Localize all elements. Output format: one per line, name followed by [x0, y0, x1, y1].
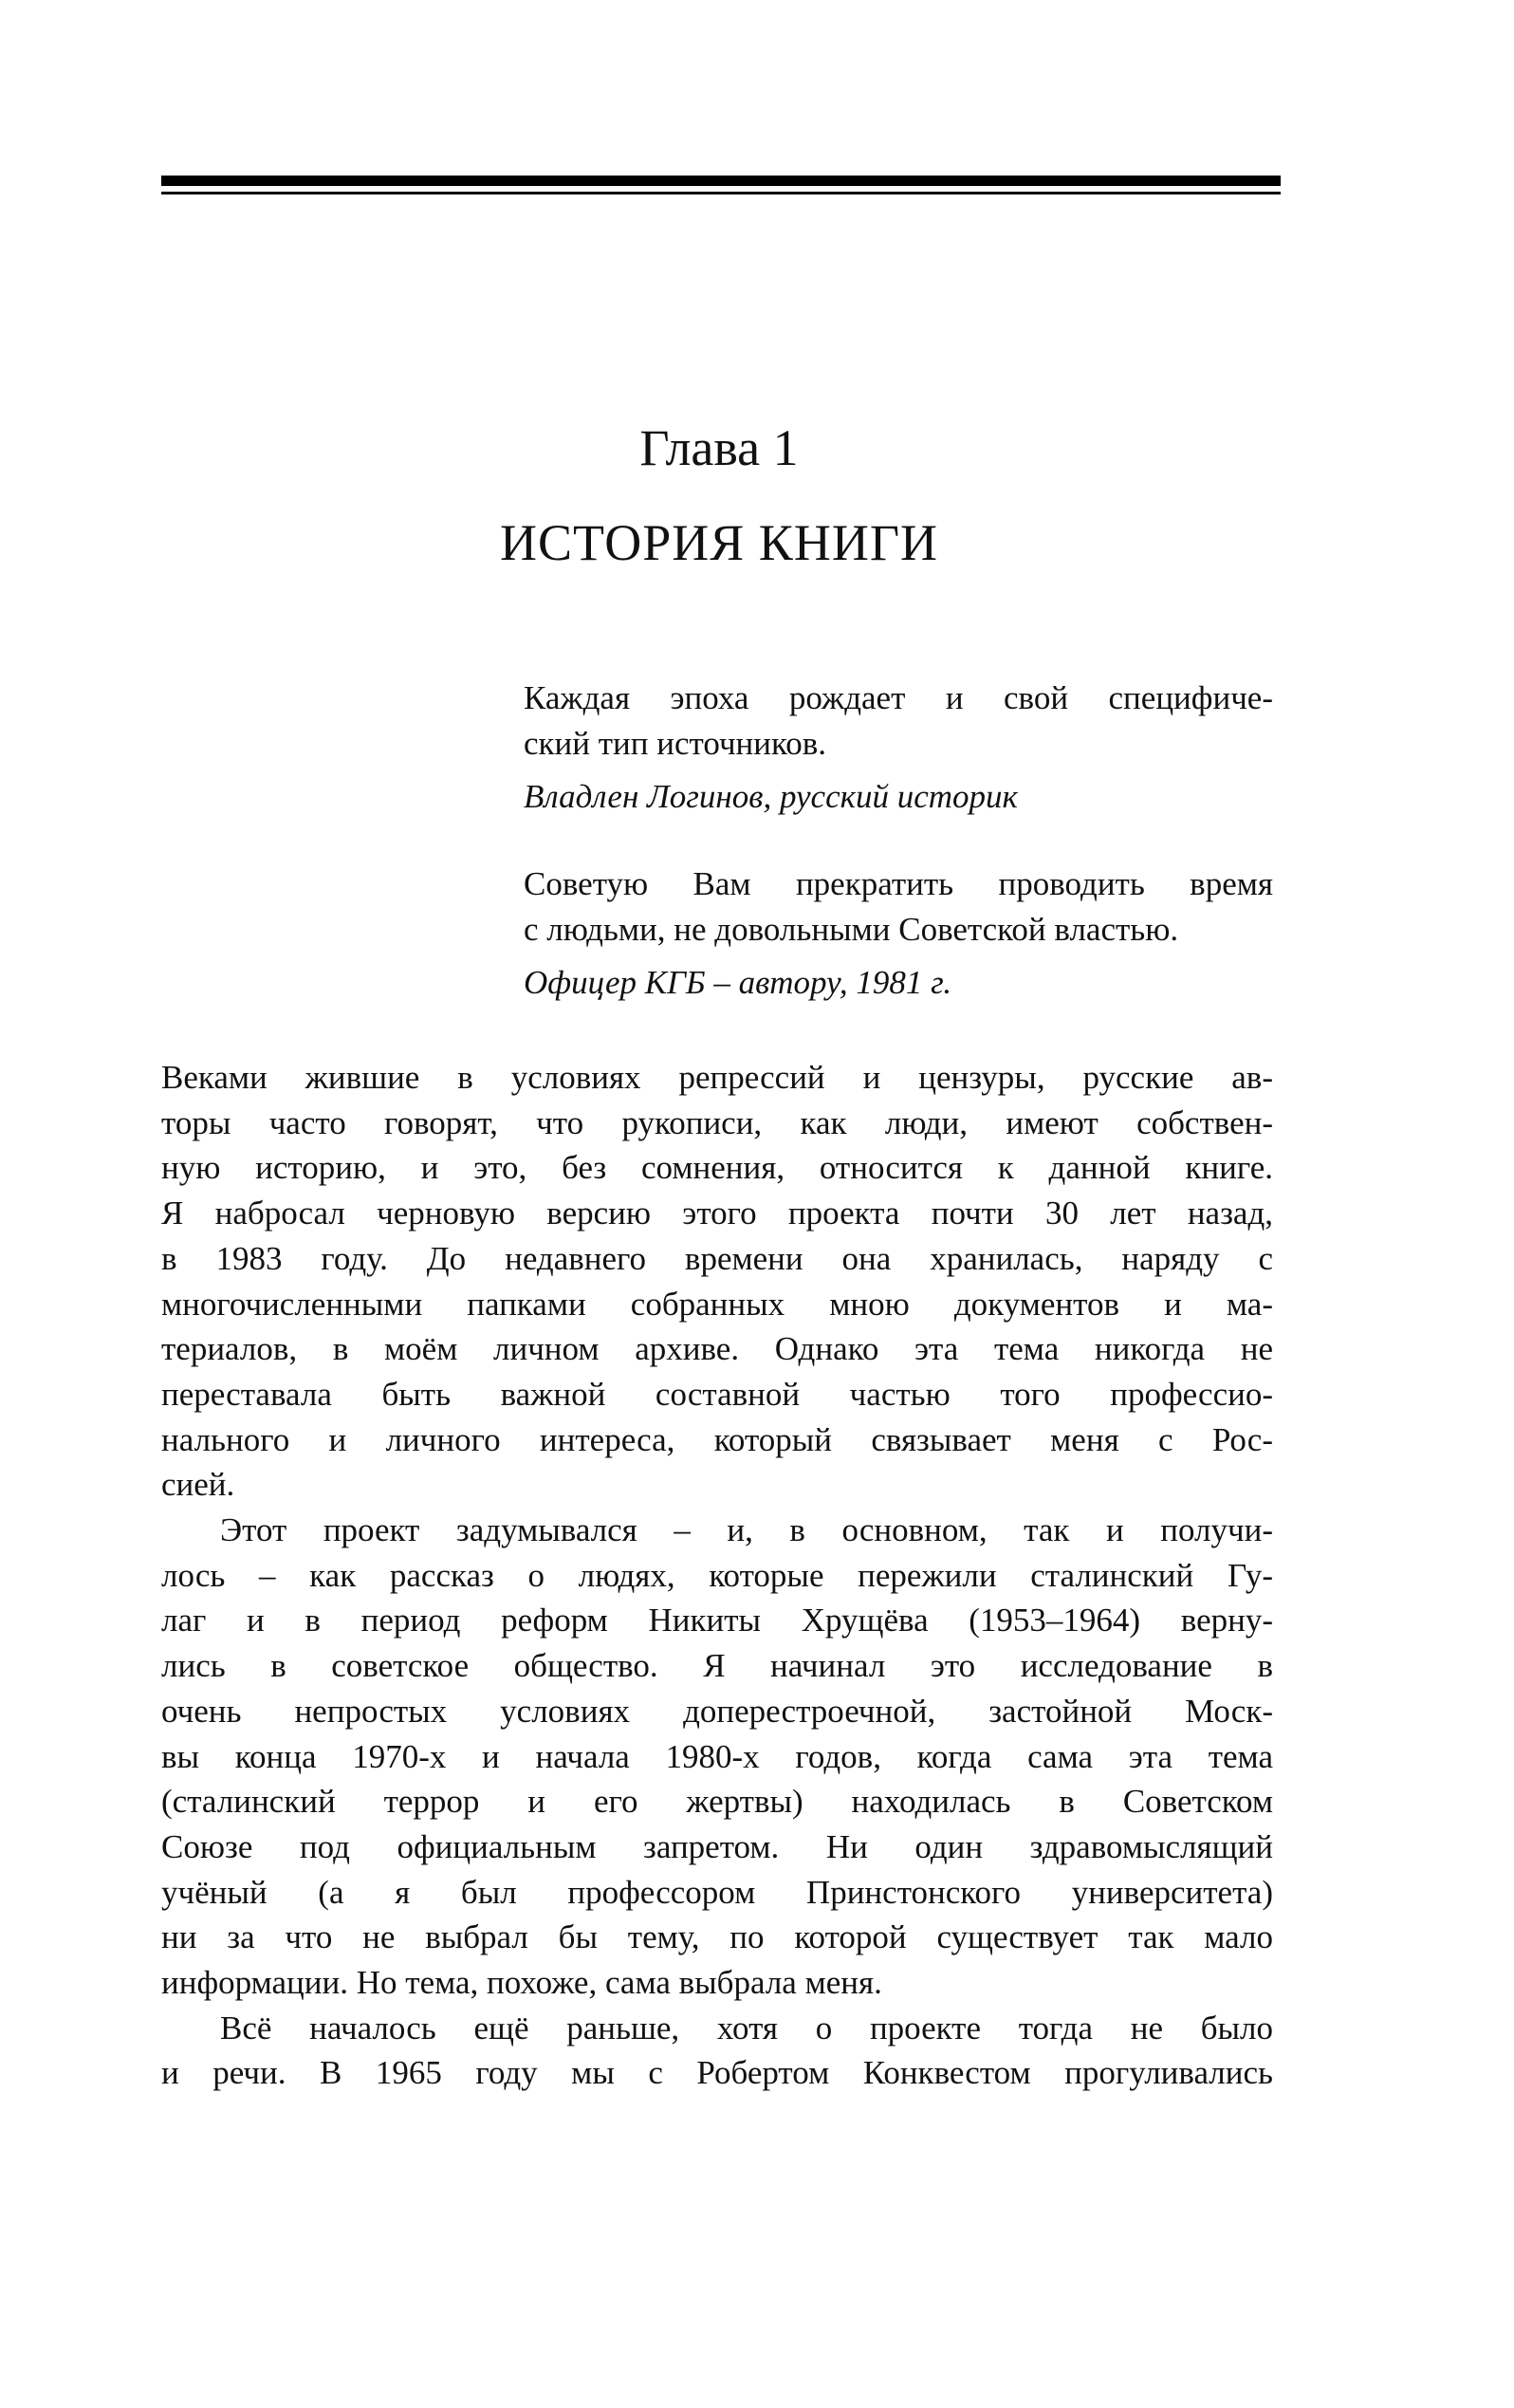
- text-line: ную историю, и это, без сомнения, относится к данной книге.: [161, 1149, 1273, 1187]
- epigraph-line: ский тип источников.: [524, 725, 827, 762]
- text-line: торы часто говорят, что рукописи, как люди, имеют собствен-: [161, 1103, 1273, 1141]
- epigraph-1-text: [524, 676, 1273, 767]
- text-line: Этот проект задумывался – и, в основном, так и получи-: [220, 1511, 1273, 1549]
- epigraph-line: Советую Вам прекратить проводить время: [524, 865, 1273, 902]
- epigraph-line: Каждая эпоха рождает и свой специфиче-: [524, 679, 1273, 716]
- chapter-number: Глава 1: [639, 419, 799, 476]
- text-line: териалов, в моём личном архиве. Однако эта тема никогда не: [161, 1330, 1273, 1368]
- text-line: в 1983 году. До недавнего времени она хранилась, наряду с: [161, 1239, 1273, 1277]
- text-line: Всё началось ещё раньше, хотя о проекте тогда не было: [220, 2009, 1273, 2047]
- epigraph-line: с людьми, не довольными Советской властью.: [524, 911, 1179, 948]
- text-line: Союзе под официальным запретом. Ни один здравомыслящий: [161, 1827, 1273, 1865]
- paragraph-2: [161, 1508, 1273, 2006]
- paragraph-3: [161, 2006, 1273, 2096]
- header-rule-thin: [161, 192, 1281, 194]
- epigraph-2: [524, 861, 1273, 1006]
- text-line: Веками жившие в условиях репрессий и цензуры, русские ав-: [161, 1059, 1273, 1096]
- paragraph-1: [161, 1055, 1273, 1508]
- text-line: нального и личного интереса, который связывает меня с Рос-: [161, 1420, 1273, 1458]
- header-rule-thick: [161, 176, 1281, 186]
- text-line: лись в советское общество. Я начинал это исследование в: [161, 1647, 1273, 1685]
- text-line: вы конца 1970-х и начала 1980-х годов, когда сама эта тема: [161, 1737, 1273, 1775]
- text-line: учёный (а я был профессором Принстонского университета): [161, 1873, 1273, 1911]
- body-text: [161, 1055, 1273, 2096]
- text-line: и речи. В 1965 году мы с Робертом Конквестом прогуливались: [161, 2054, 1273, 2092]
- text-line: многочисленными папками собранных мною документов и ма-: [161, 1285, 1273, 1323]
- epigraph-2-attribution: Офицер КГБ – автору, 1981 г.: [524, 964, 952, 1001]
- text-line: переставала быть важной составной частью того профессио-: [161, 1375, 1273, 1413]
- text-line: ни за что не выбрал бы тему, по которой существует так мало: [161, 1918, 1273, 1956]
- text-line: информации. Но тема, похоже, сама выбрала меня.: [161, 1964, 882, 2002]
- text-line: лаг и в период реформ Никиты Хрущёва (1953–1964) верну-: [161, 1602, 1273, 1639]
- chapter-title: ИСТОРИЯ КНИГИ: [499, 514, 939, 571]
- epigraph-1-attribution: Владлен Логинов, русский историк: [524, 778, 1018, 815]
- text-line: очень непростых условиях доперестроечной, застойной Моск-: [161, 1692, 1273, 1730]
- epigraph-2-text: [524, 861, 1273, 953]
- epigraph-1: [524, 676, 1273, 820]
- text-line: Я набросал черновую версию этого проекта почти 30 лет назад,: [161, 1195, 1273, 1232]
- text-line: сией.: [161, 1466, 235, 1504]
- text-line: лось – как рассказ о людях, которые пережили сталинский Гу-: [161, 1556, 1273, 1594]
- text-line: (сталинский террор и его жертвы) находилась в Советском: [161, 1783, 1273, 1821]
